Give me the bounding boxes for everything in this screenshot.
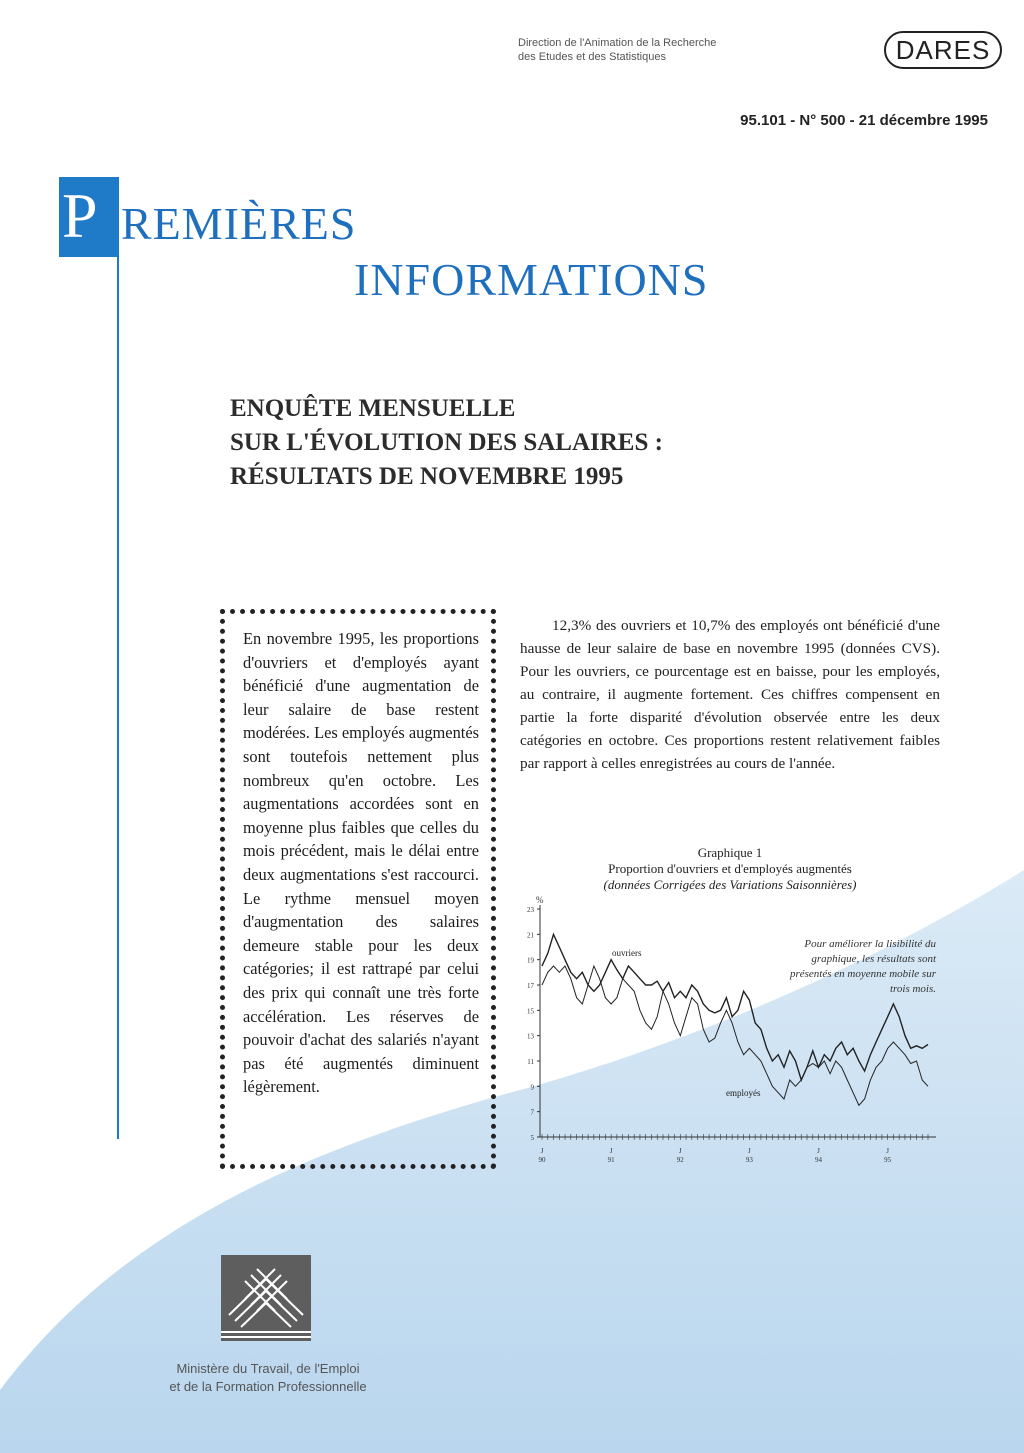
issue-number: 95.101 - N° 500 - 21 décembre 1995 — [740, 112, 988, 129]
x-tick-label: J 90 — [538, 1147, 546, 1164]
y-axis-label: % — [536, 895, 544, 905]
x-tick-label: J 93 — [745, 1147, 753, 1164]
summary-text: En novembre 1995, les proportions d'ouvriers et d'employés ayant bénéficié d'une augmentation de leur salaire de base restent modérées. Les employés augmentés sont toutefois nettement plus nombreux qu'en octobre. Les augmentations accordées sont en moyenne plus faibles que celles du mois précédent, mais le délai entre deux augmentations s'est raccourci. Le rythme mensuel moyen d'augmentation des salaires demeure stable pour les deux catégories; il est rattrapé par celui des prix qui connaît une très forte accélération. Les réserves de pouvoir d'achat des salariés n'ayant pas été augmentés diminuent légèrement. — [243, 629, 479, 1097]
series-label-ouvriers: ouvriers — [612, 948, 642, 958]
chart-title: Proportion d'ouvriers et d'employés augmentés — [608, 861, 852, 876]
x-tick-label: J 91 — [607, 1147, 615, 1164]
chart-caption — [520, 845, 940, 893]
y-tick-label: 9 — [530, 1083, 534, 1092]
ministry-line-2: et de la Formation Professionnelle — [169, 1379, 367, 1394]
header-organization — [518, 36, 716, 64]
chart-note: Pour améliorer la lisibilité du graphique, les résultats sont présentés en moyenne mobile sur trois mois. — [789, 938, 936, 995]
ministry-line-1: Ministère du Travail, de l'Emploi — [176, 1361, 360, 1376]
headline-line-1: ENQUÊTE MENSUELLE — [230, 395, 516, 422]
y-tick-label: 15 — [527, 1007, 534, 1016]
headline-line-2: SUR L'ÉVOLUTION DES SALAIRES : — [230, 429, 663, 456]
ministry-logo-icon — [221, 1255, 311, 1341]
org-line-1: Direction de l'Animation de la Recherche — [518, 37, 717, 49]
masthead-line-1: REMIÈRES — [121, 198, 357, 249]
series-label-employes: employés — [726, 1088, 761, 1098]
body-paragraph: 12,3% des ouvriers et 10,7% des employés ont bénéficié d'une hausse de leur salaire de base en novembre 1995 (données CVS). Pour les ouvriers, ce pourcentage est en baisse, pour les employés, au contraire, il augmente fortement. Ces chiffres compensent en partie la forte disparité d'évolution observée entre les deux catégories en octobre. Ces proportions restent relativement faibles par rapport à celles enregistrées au cours de l'année. — [520, 617, 940, 772]
chart-subtitle: (données Corrigées des Variations Saisonnières) — [603, 877, 857, 892]
ministry-name — [150, 1360, 386, 1396]
summary-box — [220, 609, 496, 1169]
x-tick-label: J 94 — [815, 1147, 823, 1164]
masthead-line-2: INFORMATIONS — [354, 254, 709, 305]
chart-number: Graphique 1 — [697, 845, 763, 860]
y-tick-label: 5 — [530, 1134, 534, 1142]
masthead-rule — [117, 257, 119, 1139]
y-tick-label: 23 — [527, 906, 534, 914]
x-tick-label: J 92 — [676, 1147, 684, 1164]
y-tick-label: 11 — [527, 1058, 534, 1066]
masthead-initial: P — [62, 180, 98, 251]
y-tick-label: 17 — [527, 982, 534, 990]
y-tick-label: 7 — [530, 1108, 534, 1117]
y-tick-label: 13 — [527, 1032, 534, 1041]
y-tick-label: 21 — [527, 931, 534, 940]
dares-logo: DARES — [884, 31, 1002, 69]
y-tick-label: 19 — [527, 956, 534, 965]
x-tick-label: J 95 — [884, 1147, 892, 1164]
article-headline — [230, 392, 663, 494]
org-line-2: des Etudes et des Statistiques — [518, 51, 666, 63]
ministry-logo — [221, 1255, 311, 1341]
headline-line-3: RÉSULTATS DE NOVEMBRE 1995 — [230, 463, 624, 490]
